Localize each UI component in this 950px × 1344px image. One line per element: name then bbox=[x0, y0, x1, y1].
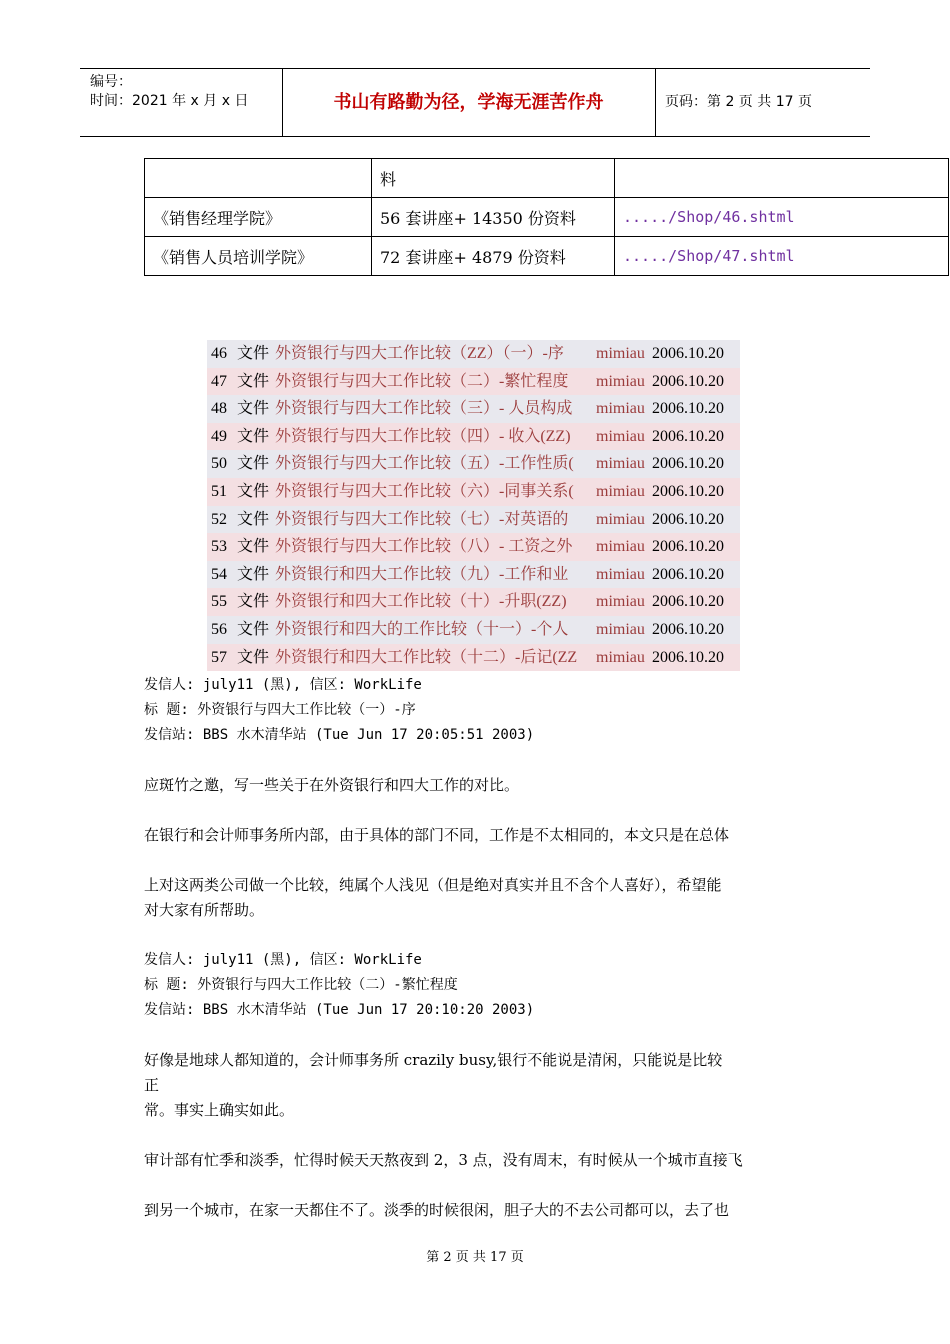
post2-paragraph: 正 bbox=[144, 1076, 160, 1094]
post2-sender: 发信人: july11 (黑), 信区: WorkLife bbox=[144, 952, 422, 968]
item-kind: 文件 bbox=[237, 620, 270, 638]
item-number: 55 bbox=[211, 593, 227, 611]
list-item[interactable] bbox=[207, 506, 740, 534]
spacer bbox=[144, 848, 814, 873]
item-kind: 文件 bbox=[237, 593, 270, 611]
header-motto: 书山有路勤为径，学海无涯苦作舟 bbox=[333, 92, 604, 113]
item-date: 2006.10.20 bbox=[652, 482, 724, 500]
header-meta bbox=[90, 73, 248, 111]
item-title-link[interactable]: 外资银行与四大工作比较（七）-对英语的 bbox=[275, 510, 569, 528]
header-code-label: 编号： bbox=[90, 74, 132, 90]
item-title-link[interactable]: 外资银行与四大工作比较（二）-繁忙程度 bbox=[275, 372, 569, 390]
article-body bbox=[144, 673, 814, 1223]
item-author-link[interactable]: mimiau bbox=[596, 345, 645, 362]
page-header bbox=[80, 68, 870, 137]
post1-station: 发信站: BBS 水木清华站 (Tue Jun 17 20:05:51 2003) bbox=[144, 727, 535, 743]
item-author-link[interactable]: mimiau bbox=[596, 648, 645, 666]
item-date: 2006.10.20 bbox=[652, 620, 724, 638]
post1-paragraph: 在银行和会计师事务所内部，由于具体的部门不同，工作是不太相同的，本文只是在总体 bbox=[144, 826, 730, 844]
item-number: 53 bbox=[211, 538, 227, 556]
post2-paragraph: 好像是地球人都知道的，会计师事务所 crazily busy,银行不能说是清闲，只能说是比较 bbox=[144, 1051, 723, 1069]
table-cell-desc: 56 套讲座+ 14350 份资料 bbox=[372, 198, 615, 237]
item-number: 56 bbox=[211, 620, 227, 638]
spacer bbox=[144, 1173, 814, 1198]
post2-paragraph: 常。事实上确实如此。 bbox=[144, 1101, 295, 1119]
item-kind: 文件 bbox=[237, 372, 270, 390]
page-footer: 第 2 页 共 17 页 bbox=[426, 1250, 524, 1265]
item-title-link[interactable]: 外资银行与四大工作比较（六）-同事关系( bbox=[275, 482, 574, 500]
item-date: 2006.10.20 bbox=[652, 345, 724, 362]
post2-paragraph: 到另一个城市，在家一天都住不了。淡季的时候很闲，胆子大的不去公司都可以，去了也 bbox=[144, 1201, 730, 1219]
item-title-link[interactable]: 外资银行和四大工作比较（九）-工作和业 bbox=[275, 565, 569, 583]
list-item[interactable] bbox=[207, 561, 740, 589]
item-number: 49 bbox=[211, 427, 227, 445]
post2-paragraph: 审计部有忙季和淡季，忙得时候天天熬夜到 2，3 点，没有周末，有时候从一个城市直接飞 bbox=[144, 1151, 743, 1169]
item-title-link[interactable]: 外资银行与四大工作比较（三）- 人员构成 bbox=[275, 400, 573, 418]
item-author-link[interactable]: mimiau bbox=[596, 538, 645, 556]
table-cell-desc: 72 套讲座+ 4879 份资料 bbox=[372, 237, 615, 276]
post1-sender: 发信人: july11 (黑), 信区: WorkLife bbox=[144, 677, 422, 693]
item-date: 2006.10.20 bbox=[652, 648, 724, 666]
list-item[interactable] bbox=[207, 588, 740, 616]
list-item[interactable] bbox=[207, 395, 740, 423]
item-kind: 文件 bbox=[237, 565, 270, 583]
item-kind: 文件 bbox=[237, 538, 270, 556]
item-kind: 文件 bbox=[237, 482, 270, 500]
list-item[interactable] bbox=[207, 368, 740, 396]
item-kind: 文件 bbox=[237, 455, 270, 473]
table-cell-name: 《销售人员培训学院》 bbox=[145, 237, 372, 276]
table-cell-link[interactable] bbox=[615, 159, 949, 198]
item-author-link[interactable]: mimiau bbox=[596, 427, 645, 445]
table-cell-name: 《销售经理学院》 bbox=[145, 198, 372, 237]
item-number: 47 bbox=[211, 372, 227, 390]
post1-paragraph: 上对这两类公司做一个比较，纯属个人浅见（但是绝对真实并且不含个人喜好），希望能 bbox=[144, 876, 722, 894]
item-number: 52 bbox=[211, 510, 227, 528]
spacer bbox=[144, 923, 814, 948]
post1-paragraph: 应斑竹之邀，写一些关于在外资银行和四大工作的对比。 bbox=[144, 776, 520, 794]
item-kind: 文件 bbox=[237, 648, 270, 666]
item-number: 48 bbox=[211, 400, 227, 418]
item-kind: 文件 bbox=[237, 427, 270, 445]
table-row bbox=[145, 198, 949, 237]
spacer bbox=[144, 1023, 814, 1048]
list-item[interactable] bbox=[207, 533, 740, 561]
article-list bbox=[207, 340, 740, 671]
spacer bbox=[144, 748, 814, 773]
spacer bbox=[144, 798, 814, 823]
item-author-link[interactable]: mimiau bbox=[596, 620, 645, 638]
item-author-link[interactable]: mimiau bbox=[596, 372, 645, 390]
table-cell-desc: 料 bbox=[372, 159, 615, 198]
list-item[interactable] bbox=[207, 644, 740, 672]
item-author-link[interactable]: mimiau bbox=[596, 593, 645, 611]
list-item[interactable] bbox=[207, 478, 740, 506]
item-date: 2006.10.20 bbox=[652, 538, 724, 556]
table-cell-link[interactable]: ...../Shop/47.shtml bbox=[615, 237, 949, 276]
post2-station: 发信站: BBS 水木清华站 (Tue Jun 17 20:10:20 2003) bbox=[144, 1002, 535, 1018]
item-title-link[interactable]: 外资银行和四大的工作比较（十一）-个人 bbox=[275, 620, 569, 638]
list-item[interactable] bbox=[207, 340, 740, 368]
post1-subject: 标 题: 外资银行与四大工作比较（一）-序 bbox=[144, 702, 416, 718]
item-date: 2006.10.20 bbox=[652, 510, 724, 528]
item-author-link[interactable]: mimiau bbox=[596, 455, 645, 473]
item-kind: 文件 bbox=[237, 345, 270, 362]
item-kind: 文件 bbox=[237, 400, 270, 418]
item-number: 50 bbox=[211, 455, 227, 473]
item-date: 2006.10.20 bbox=[652, 372, 724, 390]
item-date: 2006.10.20 bbox=[652, 400, 724, 418]
item-kind: 文件 bbox=[237, 510, 270, 528]
item-number: 57 bbox=[211, 648, 227, 666]
post2-subject: 标 题: 外资银行与四大工作比较（二）-繁忙程度 bbox=[144, 977, 458, 993]
spacer bbox=[144, 1123, 814, 1148]
item-author-link[interactable]: mimiau bbox=[596, 482, 645, 500]
item-date: 2006.10.20 bbox=[652, 565, 724, 583]
item-title-link[interactable]: 外资银行与四大工作比较（五）-工作性质( bbox=[275, 455, 574, 473]
table-row bbox=[145, 159, 949, 198]
item-title-link[interactable]: 外资银行与四大工作比较（四）- 收入(ZZ) bbox=[275, 427, 571, 445]
item-title-link[interactable]: 外资银行与四大工作比较（ZZ）（一）-序 bbox=[275, 345, 564, 362]
item-number: 46 bbox=[211, 345, 227, 362]
item-date: 2006.10.20 bbox=[652, 593, 724, 611]
item-author-link[interactable]: mimiau bbox=[596, 565, 645, 583]
header-time-label: 时间：2021 年 x 月 x 日 bbox=[90, 93, 249, 109]
table-cell-name bbox=[145, 159, 372, 198]
list-item[interactable] bbox=[207, 616, 740, 644]
item-number: 54 bbox=[211, 565, 227, 583]
item-title-link[interactable]: 外资银行和四大工作比较（十）-升职(ZZ) bbox=[275, 593, 567, 611]
item-number: 51 bbox=[211, 482, 227, 500]
item-date: 2006.10.20 bbox=[652, 455, 724, 473]
header-divider-right bbox=[655, 69, 656, 136]
post1-paragraph: 对大家有所帮助。 bbox=[144, 901, 265, 919]
item-title-link[interactable]: 外资银行和四大工作比较（十二）-后记(ZZ bbox=[275, 648, 578, 666]
table-row bbox=[145, 237, 949, 276]
item-date: 2006.10.20 bbox=[652, 427, 724, 445]
header-page-info: 页码：第 2 页 共 17 页 bbox=[665, 94, 812, 110]
resource-table bbox=[144, 158, 949, 276]
list-item[interactable] bbox=[207, 450, 740, 478]
item-author-link[interactable]: mimiau bbox=[596, 510, 645, 528]
item-title-link[interactable]: 外资银行与四大工作比较（八）- 工资之外 bbox=[275, 538, 573, 556]
table-cell-link[interactable]: ...../Shop/46.shtml bbox=[615, 198, 949, 237]
item-author-link[interactable]: mimiau bbox=[596, 400, 645, 418]
list-item[interactable] bbox=[207, 423, 740, 451]
